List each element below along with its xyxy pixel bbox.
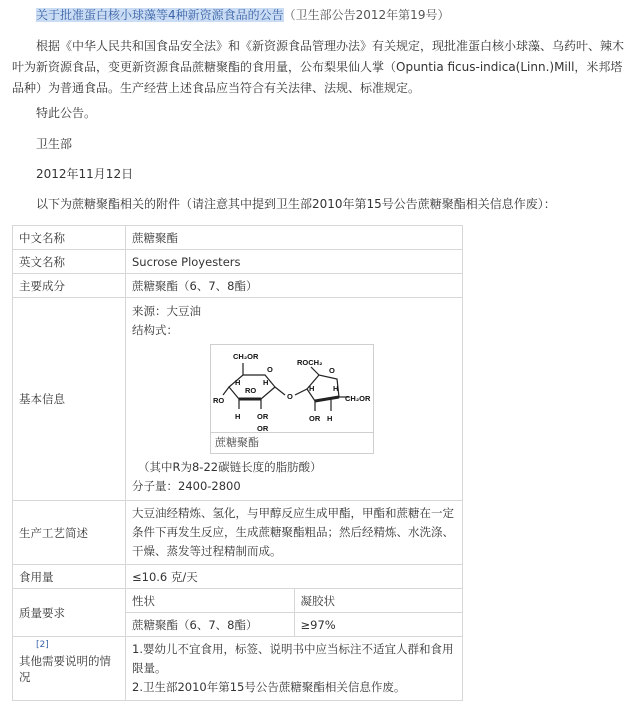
quality-cell-right: ≥97% xyxy=(294,613,463,637)
cell-value: 蔗糖聚酯 xyxy=(126,226,463,250)
structure-figure xyxy=(210,344,374,454)
label-o-left: O xyxy=(267,365,273,374)
other-note-1: 1.婴幼儿不宜食用，标签、说明书中应当标注不适宜人群和食用限量。 xyxy=(132,642,454,675)
cell-label: 英文名称 xyxy=(13,250,126,274)
label-h1: H xyxy=(235,378,241,387)
quality-header-right: 凝胶状 xyxy=(294,589,463,613)
cell-label: 质量要求 xyxy=(13,589,126,637)
other-note-2: 2.卫生部2010年第15号公告蔗糖聚酯相关信息作废。 xyxy=(132,680,406,694)
table-row xyxy=(13,298,463,501)
label-ro-left: RO xyxy=(213,396,225,405)
label-h3: H xyxy=(235,412,241,421)
source-text: 来源：大豆油 xyxy=(132,304,201,318)
table-row xyxy=(13,274,463,298)
table-row xyxy=(13,250,463,274)
notice-line: 特此公告。 xyxy=(36,106,97,120)
label-roch2: ROCH₂ xyxy=(297,358,323,367)
label-ch2or-right: CH₂OR xyxy=(345,394,371,403)
table-row xyxy=(13,565,463,589)
label-or-b3: OR xyxy=(257,424,269,433)
label-o-right: O xyxy=(329,366,335,375)
other-notes-cell xyxy=(126,637,463,701)
cell-label: 食用量 xyxy=(13,565,126,589)
announcement-title xyxy=(36,6,449,24)
title-suffix: （卫生部公告2012年第19号） xyxy=(283,8,450,22)
label-ro-mid: RO xyxy=(245,386,257,395)
table-row xyxy=(13,637,463,701)
quality-cell-left: 蔗糖聚酯（6、7、8酯） xyxy=(126,613,295,637)
reference-link[interactable]: [2] xyxy=(36,640,49,650)
cell-label: 生产工艺简述 xyxy=(13,501,126,565)
sucrose-polyester-structure xyxy=(211,345,373,435)
label-h6: H xyxy=(327,414,333,423)
cell-label: 中文名称 xyxy=(13,226,126,250)
cell-value: 蔗糖聚酯（6、7、8酯） xyxy=(126,274,463,298)
date-line: 2012年11月12日 xyxy=(36,167,134,181)
paragraph-main: 根据《中华人民共和国食品安全法》和《新资源食品管理办法》有关规定，现批准蛋白核小球藻、乌药叶、辣木叶为新资源食品，变更新资源食品蔗糖聚酯的食用量，公布梨果仙人掌（Opuntia ficus-indica(Linn.)Mill，米邦塔品种）为普通食品。生产经营上述食品应当符合有关法律、法规、标准规定。 xyxy=(12,39,625,95)
cell-label: 基本信息 xyxy=(13,298,126,501)
mol-weight-text: 分子量：2400-2800 xyxy=(132,479,241,493)
note-text: （其中R为8-22碳链长度的脂肪酸） xyxy=(138,460,322,474)
issuer-line: 卫生部 xyxy=(36,137,73,151)
info-table xyxy=(12,225,463,701)
label-o-bridge: O xyxy=(287,392,293,401)
label-h4: H xyxy=(309,384,315,393)
label-h5: H xyxy=(333,384,339,393)
table-row xyxy=(13,226,463,250)
title-link[interactable]: 关于批准蛋白核小球藻等4种新资源食品的公告 xyxy=(36,8,284,22)
structure-caption: 蔗糖聚酯 xyxy=(211,432,373,453)
label-or-b2: OR xyxy=(309,414,321,423)
cell-value: Sucrose Ployesters xyxy=(126,250,463,274)
quality-header-left: 性状 xyxy=(126,589,295,613)
cell-value: ≤10.6 克/天 xyxy=(126,565,463,589)
label-ch2or-top: CH₂OR xyxy=(233,352,259,361)
label-h2: H xyxy=(263,378,269,387)
label-or-b1: OR xyxy=(257,412,269,421)
attachment-intro: 以下为蔗糖聚酯相关的附件（请注意其中提到卫生部2010年第15号公告蔗糖聚酯相关信息作废）： xyxy=(36,197,556,211)
cell-label: 主要成分 xyxy=(13,274,126,298)
structure-label: 结构式： xyxy=(132,323,178,337)
table-row xyxy=(13,501,463,565)
table-row xyxy=(13,589,463,613)
cell-value: 大豆油经精炼、氢化，与甲醇反应生成甲酯，甲酯和蔗糖在一定条件下再发生反应，生成蔗糖聚酯粗品；然后经精炼、水洗涤、干燥、蒸发等过程精制而成。 xyxy=(126,501,463,565)
basic-info-cell xyxy=(126,298,463,501)
cell-label: 其他需要说明的情况 xyxy=(13,637,126,701)
